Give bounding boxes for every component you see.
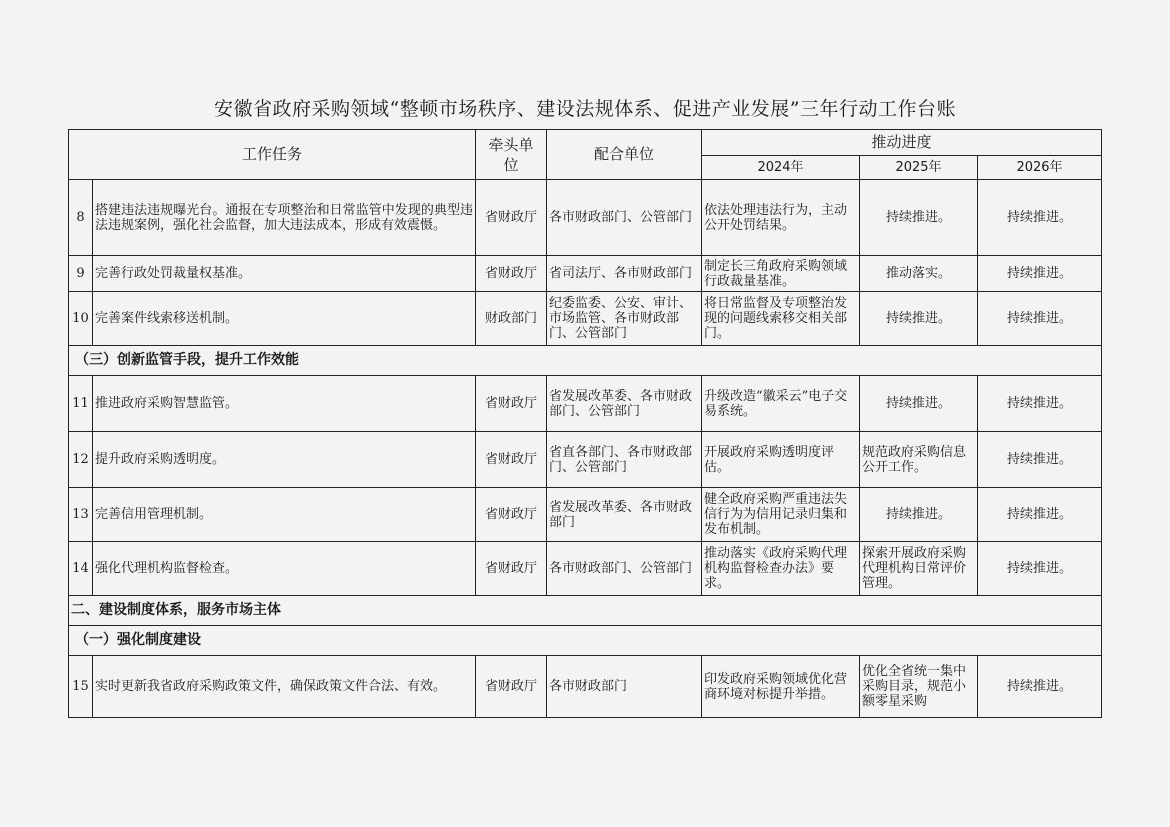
header-row: [69, 130, 1102, 156]
row-progress-2025: 持续推进。: [860, 180, 978, 256]
row-progress-2025: 推动落实。: [860, 256, 978, 292]
page-title: 安徽省政府采购领域“整顿市场秩序、建设法规体系、促进产业发展”三年行动工作台账: [214, 98, 956, 120]
row-task: 提升政府采购透明度。: [93, 432, 476, 488]
row-task: 搭建违法违规曝光台。通报在专项整治和日常监管中发现的典型违法违规案例，强化社会监督，加大违法成本，形成有效震慑。: [93, 180, 476, 256]
row-number: 14: [69, 542, 93, 596]
row-task: 实时更新我省政府采购政策文件，确保政策文件合法、有效。: [93, 656, 476, 718]
row-coop: 各市财政部门、公管部门: [547, 542, 702, 596]
row-coop: 各市财政部门、公管部门: [547, 180, 702, 256]
row-progress-2026: 持续推进。: [978, 376, 1102, 432]
header-task: 工作任务: [69, 130, 476, 180]
work-ledger-table: [68, 129, 1102, 718]
table-row: [69, 432, 1102, 488]
row-number: 9: [69, 256, 93, 292]
row-coop: 省发展改革委、各市财政部门、公管部门: [547, 376, 702, 432]
row-progress-2024: 印发政府采购领域优化营商环境对标提升举措。: [702, 656, 860, 718]
row-lead: 省财政厅: [476, 656, 547, 718]
row-task: 完善信用管理机制。: [93, 488, 476, 542]
row-coop: 省直各部门、各市财政部门、公管部门: [547, 432, 702, 488]
header-progress: 推动进度: [702, 130, 1102, 156]
row-progress-2026: 持续推进。: [978, 292, 1102, 346]
row-coop: 各市财政部门: [547, 656, 702, 718]
section-row: [69, 626, 1102, 656]
row-progress-2024: 开展政府采购透明度评估。: [702, 432, 860, 488]
section-heading: （三）创新监管手段，提升工作效能: [69, 346, 1102, 376]
row-progress-2026: 持续推进。: [978, 542, 1102, 596]
row-lead: 省财政厅: [476, 376, 547, 432]
table-row: [69, 656, 1102, 718]
row-lead: 财政部门: [476, 292, 547, 346]
row-task: 完善案件线索移送机制。: [93, 292, 476, 346]
table-row: [69, 542, 1102, 596]
header-2024: 2024年: [702, 156, 860, 180]
row-number: 15: [69, 656, 93, 718]
part-heading: 二、建设制度体系，服务市场主体: [69, 596, 1102, 626]
row-progress-2026: 持续推进。: [978, 432, 1102, 488]
row-number: 11: [69, 376, 93, 432]
row-progress-2026: 持续推进。: [978, 256, 1102, 292]
row-progress-2025: 探索开展政府采购代理机构日常评价管理。: [860, 542, 978, 596]
row-number: 10: [69, 292, 93, 346]
row-progress-2026: 持续推进。: [978, 488, 1102, 542]
row-coop: 省发展改革委、各市财政部门: [547, 488, 702, 542]
row-task: 推进政府采购智慧监管。: [93, 376, 476, 432]
row-task: 强化代理机构监督检查。: [93, 542, 476, 596]
header-2025: 2025年: [860, 156, 978, 180]
header-coop: 配合单位: [547, 130, 702, 180]
table-row: [69, 488, 1102, 542]
table-row: [69, 292, 1102, 346]
row-progress-2026: 持续推进。: [978, 656, 1102, 718]
row-number: 12: [69, 432, 93, 488]
row-lead: 省财政厅: [476, 256, 547, 292]
row-progress-2026: 持续推进。: [978, 180, 1102, 256]
row-number: 13: [69, 488, 93, 542]
row-progress-2024: 依法处理违法行为，主动公开处罚结果。: [702, 180, 860, 256]
row-progress-2025: 持续推进。: [860, 488, 978, 542]
row-lead: 省财政厅: [476, 488, 547, 542]
row-task: 完善行政处罚裁量权基准。: [93, 256, 476, 292]
section-heading: （一）强化制度建设: [69, 626, 1102, 656]
row-coop: 纪委监委、公安、审计、市场监管、各市财政部门、公管部门: [547, 292, 702, 346]
header-2026: 2026年: [978, 156, 1102, 180]
section-row: [69, 596, 1102, 626]
row-progress-2024: 推动落实《政府采购代理机构监督检查办法》要求。: [702, 542, 860, 596]
row-progress-2024: 将日常监督及专项整治发现的问题线索移交相关部门。: [702, 292, 860, 346]
row-progress-2025: 持续推进。: [860, 292, 978, 346]
row-coop: 省司法厅、各市财政部门: [547, 256, 702, 292]
row-progress-2024: 制定长三角政府采购领域行政裁量基准。: [702, 256, 860, 292]
row-progress-2025: 优化全省统一集中采购目录，规范小额零星采购: [860, 656, 978, 718]
row-lead: 省财政厅: [476, 542, 547, 596]
section-row: [69, 346, 1102, 376]
header-lead: 牵头单位: [476, 130, 547, 180]
row-progress-2024: 升级改造“徽采云”电子交易系统。: [702, 376, 860, 432]
table-row: [69, 376, 1102, 432]
row-progress-2024: 健全政府采购严重违法失信行为为信用记录归集和发布机制。: [702, 488, 860, 542]
table-row: [69, 180, 1102, 256]
row-lead: 省财政厅: [476, 180, 547, 256]
row-progress-2025: 规范政府采购信息公开工作。: [860, 432, 978, 488]
row-number: 8: [69, 180, 93, 256]
row-lead: 省财政厅: [476, 432, 547, 488]
row-progress-2025: 持续推进。: [860, 376, 978, 432]
table-row: [69, 256, 1102, 292]
